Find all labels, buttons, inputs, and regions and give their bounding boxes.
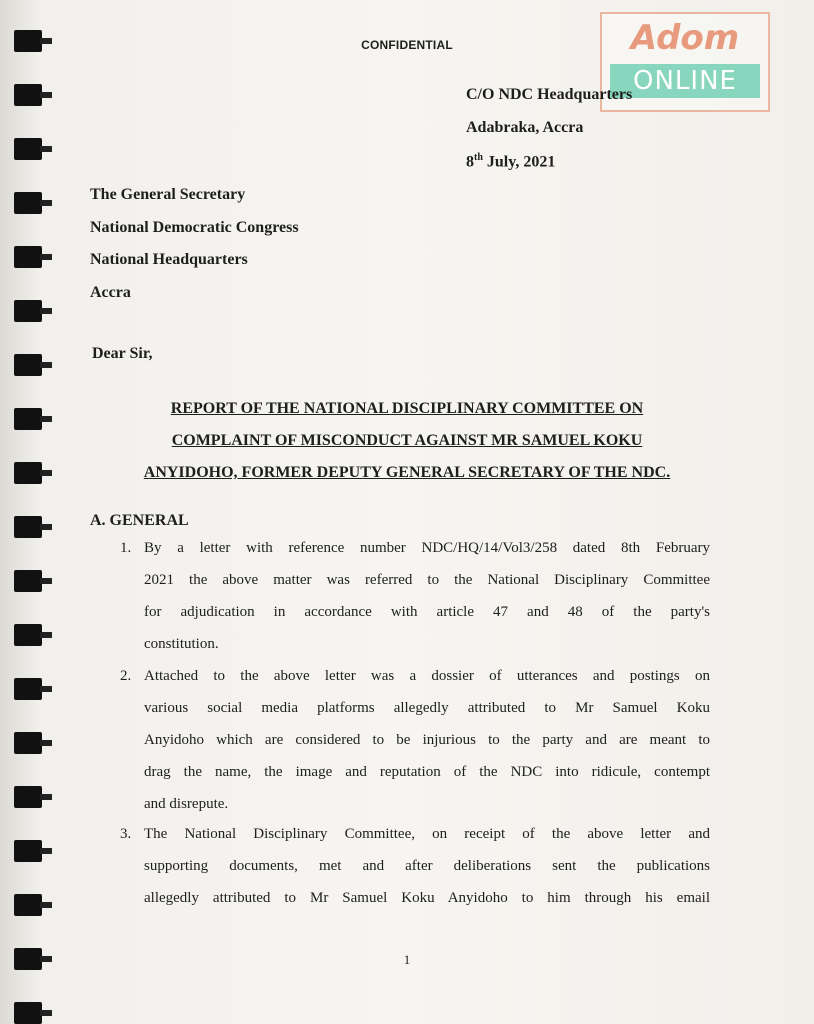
binding-ring [14, 570, 42, 592]
paragraph-line: By a letter with reference number NDC/HQ/14/Vol3/258 dated 8th February [144, 540, 710, 556]
binding-ring [14, 300, 42, 322]
salutation: Dear Sir, [92, 345, 153, 362]
paragraph-line: supporting documents, met and after deliberations sent the publications [144, 858, 710, 874]
spiral-binding [14, 0, 54, 1024]
subject-line: COMPLAINT OF MISCONDUCT AGAINST MR SAMUEL KOKU [171, 432, 643, 449]
paragraph-line: for adjudication in accordance with article 47 and 48 of the party's [144, 604, 710, 620]
binding-ring [14, 192, 42, 214]
recipient-line: National Headquarters [90, 251, 248, 268]
recipient-address [90, 186, 299, 316]
recipient-line: National Democratic Congress [90, 218, 299, 236]
paragraph-2 [120, 668, 710, 828]
binding-ring [14, 246, 42, 268]
paragraph-line: 2021 the above matter was referred to the National Disciplinary Committee [144, 572, 710, 588]
paragraph-line: Attached to the above letter was a dossier of utterances and postings on [144, 668, 710, 684]
binding-ring [14, 732, 42, 754]
watermark-line-2: ONLINE [610, 64, 760, 98]
confidential-label: CONFIDENTIAL [361, 38, 453, 52]
subject-line: ANYIDOHO, FORMER DEPUTY GENERAL SECRETARY OF THE NDC. [143, 464, 671, 481]
sender-address [466, 86, 632, 185]
binding-ring [14, 678, 42, 700]
binding-ring [14, 516, 42, 538]
section-title: A. GENERAL [90, 512, 189, 529]
paragraph-line: and disrepute. [144, 796, 229, 812]
watermark-line-1: Adom [630, 18, 740, 58]
binding-ring [14, 840, 42, 862]
binding-ring [14, 894, 42, 916]
binding-ring [14, 786, 42, 808]
binding-ring [14, 138, 42, 160]
paragraph-number: 1. [120, 540, 132, 556]
binding-ring [14, 1002, 42, 1024]
paragraph-line: constitution. [144, 636, 219, 652]
paragraph-number: 3. [120, 826, 132, 842]
binding-ring [14, 624, 42, 646]
paragraph-line: The National Disciplinary Committee, on receipt of the above letter and [144, 826, 710, 842]
sender-address-line: Adabraka, Accra [466, 119, 584, 136]
subject-heading [0, 400, 814, 496]
binding-ring [14, 84, 42, 106]
sender-address-line: C/O NDC Headquarters [466, 86, 633, 103]
paragraph-line: drag the name, the image and reputation of the NDC into ridicule, contempt [144, 764, 710, 780]
binding-ring [14, 354, 42, 376]
paragraph-line: allegedly attributed to Mr Samuel Koku Anyidoho to him through his email [144, 890, 710, 906]
paragraph-line: various social media platforms allegedly attributed to Mr Samuel Koku [144, 700, 710, 716]
paragraph-line: Anyidoho which are considered to be injurious to the party and are meant to [144, 732, 710, 748]
paragraph-number: 2. [120, 668, 132, 684]
recipient-line: Accra [90, 283, 131, 301]
paragraph-1 [120, 540, 710, 668]
paragraph-3 [120, 826, 710, 922]
recipient-line: The General Secretary [90, 186, 246, 203]
letter-date: 8th July, 2021 [466, 152, 556, 171]
page-number: 1 [403, 952, 411, 967]
subject-line: REPORT OF THE NATIONAL DISCIPLINARY COMMITTEE ON [170, 400, 644, 417]
